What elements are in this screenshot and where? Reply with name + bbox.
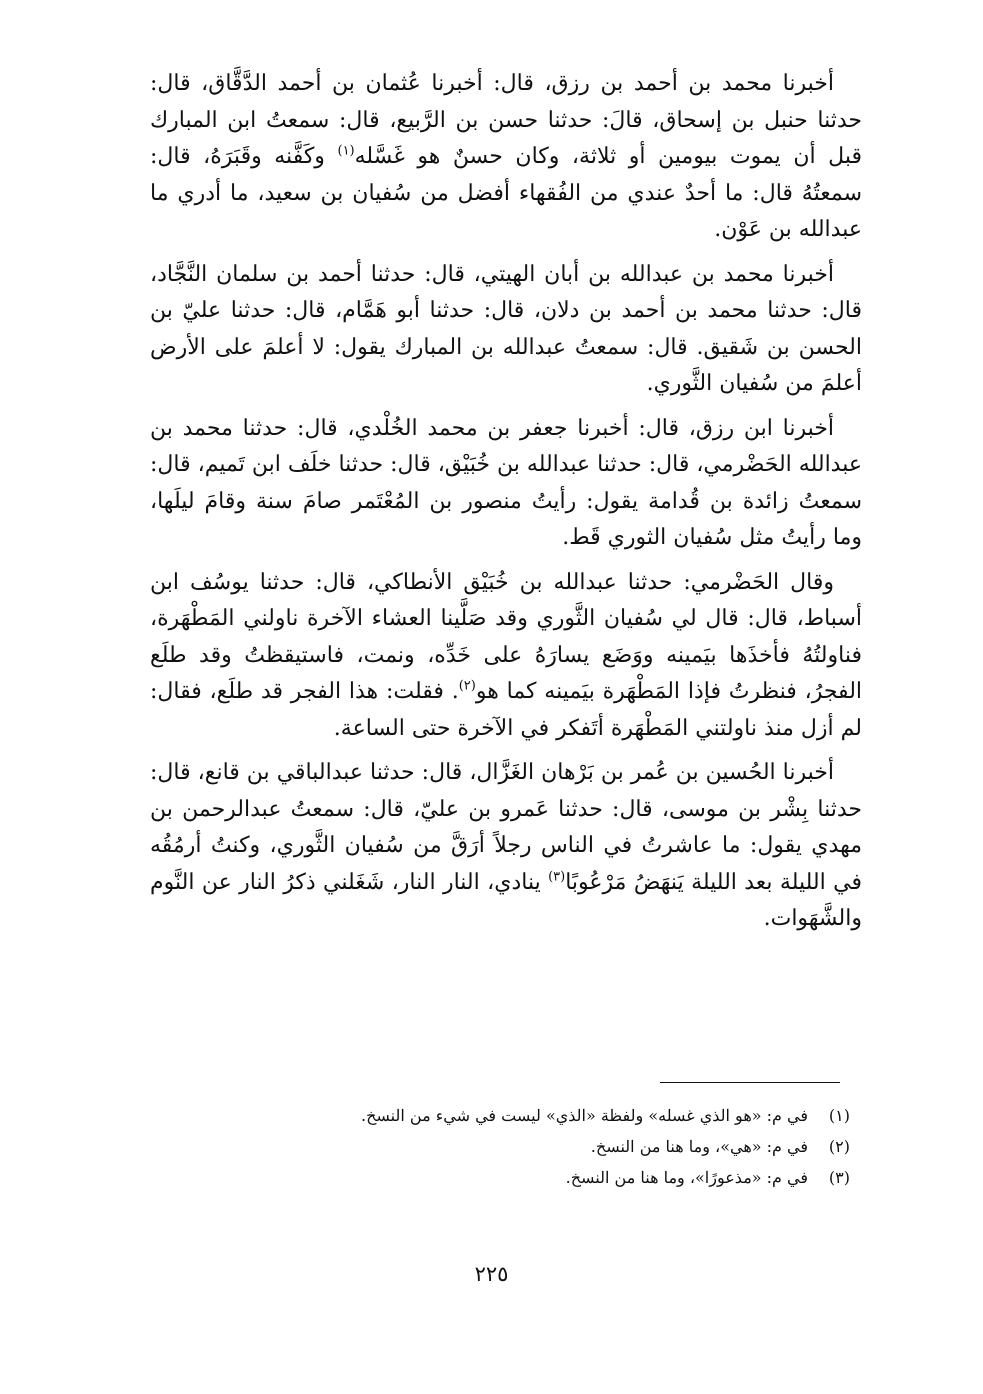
main-text	[150, 66, 862, 946]
paragraph-2-text: أخبرنا محمد بن عبدالله بن أبان الهيتي، قال: حدثنا أحمد بن سلمان النَّجَّاد، قال: حدثنا محمد بن أحمد بن دلان، قال: حدثنا أبو هَمَّام، قال: حدثنا عليّ بن الحسن بن شَقيق. قال: سمعتُ عبدالله بن المبارك يقول: لا أعلمَ على الأرض أعلمَ من سُفيان الثَّوري.	[150, 261, 862, 396]
paragraph-3	[150, 411, 862, 557]
paragraph-5-text-a: أخبرنا الحُسين بن عُمر بن بَرْهان الغَزَّال، قال: حدثنا عبدالباقي بن قانع، قال: حدثنا بِشْر بن موسى، قال: حدثنا عَمرو بن عليّ، قال: سمعتُ عبدالرحمن بن مهدي يقول: ما عاشرتُ في الناس رجلاً أرَقَّ من سُفيان الثَّوري، وكنتُ أرمُقُه في الليلة بعد الليلة يَنهَضُ مَرْعُوبًا	[150, 760, 862, 895]
footnote-3-text: في م: «مذعورًا»، وما هنا من النسخ.	[565, 1168, 808, 1187]
footnote-2-text: في م: «هي»، وما هنا من النسخ.	[590, 1137, 808, 1156]
paragraph-2	[150, 257, 862, 403]
paragraph-4-text-a: وقال الحَضْرمي: حدثنا عبدالله بن خُبَيْق الأنطاكي، قال: حدثنا يوسُف ابن أسباط، قال: قال لي سُفيان الثَّوري وقد صَلَّينا العشاء الآخرة ناولني المَطْهَرة، فناولتُهُ فأخذَها بيَمينه ووَضَع يسارَهُ على خَدِّه، ونمت، فاستيقظتُ وقد طلَع الفجرُ، فنظرتُ فإذا المَطْهَرة بيَمينه كما هو	[150, 569, 863, 704]
footnote-ref-2: (٢)	[458, 678, 476, 694]
footnote-divider	[660, 1082, 840, 1083]
paragraph-3-text: أخبرنا ابن رزق، قال: أخبرنا جعفر بن محمد الخُلْدي، قال: حدثنا محمد بن عبدالله الحَضْرمي، قال: حدثنا عبدالله بن خُبَيْق، قال: حدثنا خلَف ابن تَميم، قال: سمعتُ زائدة بن قُدامة يقول: رأيتُ منصور بن المُعْتَمر صامَ سنة وقامَ ليلَها، وما رأيتُ مثل سُفيان الثوري قَط.	[150, 415, 862, 550]
footnote-3-number: (٣)	[828, 1168, 850, 1187]
footnote-1-text: في م: «هو الذي غسله» ولفظة «الذي» ليست في شيء من النسخ.	[360, 1106, 808, 1125]
paragraph-1	[150, 66, 862, 249]
footnote-1-number: (١)	[828, 1106, 850, 1125]
paragraph-4	[150, 565, 862, 748]
footnote-2	[150, 1131, 850, 1162]
paragraph-5	[150, 755, 862, 938]
footnote-3	[150, 1162, 850, 1193]
paragraph-1-text-a: أخبرنا محمد بن أحمد بن رزق، قال: أخبرنا عُثمان بن أحمد الدَّقَّاق، قال: حدثنا حنبل بن إسحاق، قالَ: حدثنا حسن بن الرَّبيع، قال: سمعتُ ابن المبارك قبل أن يموت بيومين أو ثلاثة، وكان حسنٌ هو غَسَّله	[150, 71, 862, 169]
footnote-1	[150, 1100, 850, 1131]
footnote-2-number: (٢)	[828, 1137, 850, 1156]
footnote-ref-1: (١)	[337, 143, 355, 159]
paragraph-1-text-b: وكَفَّنه وقَبَرَهُ، قال: سمعتُهُ قال: ما أحدٌ عندي من الفُقهاء أفضل من سُفيان بن سعيد، ما أدري ما عبدالله بن عَوْن.	[150, 144, 862, 242]
page-number: ٢٢٥	[474, 1262, 509, 1286]
footnote-ref-3: (٣)	[548, 869, 566, 885]
paragraph-5-text-b: ينادي، النار النار، شَغَلني ذكرُ النار عن النَّوم والشَّهَوات.	[150, 869, 862, 931]
paragraph-4-text-b: . فقلت: هذا الفجر قد طلَع، فقال: لم أزل منذ ناولتني المَطْهَرة أتَفكر في الآخرة حتى الساعة.	[150, 679, 862, 741]
footnotes	[150, 1100, 850, 1193]
